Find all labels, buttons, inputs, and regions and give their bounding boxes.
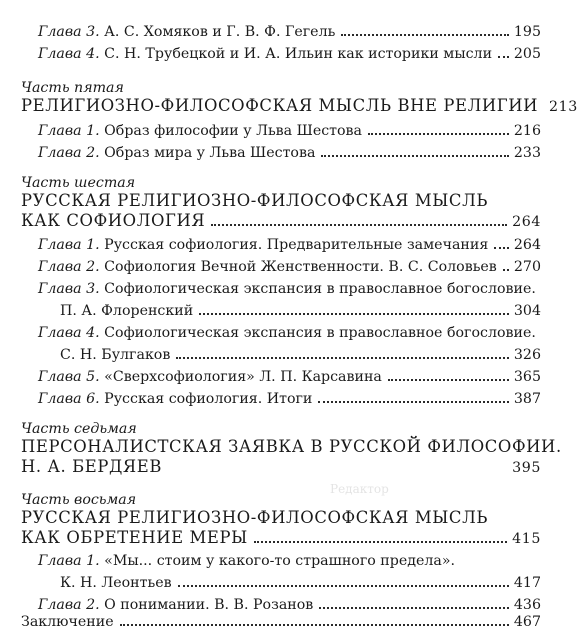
entry-text: Глава 6. Русская софиология. Итоги [38, 391, 313, 407]
toc-entry-ch4-line1: Глава 4. Софиологическая экспансия в православное богословие. [38, 325, 536, 341]
page-number: 270 [513, 259, 541, 275]
entry-text: Глава 2. Софиология Вечной Женственности. В. С. Соловьев [38, 259, 497, 275]
bleed-through-text: Редактор [330, 482, 389, 496]
part-label-6: Часть шестая [21, 175, 136, 191]
part-heading-8-line2[interactable] [21, 527, 541, 549]
dot-leader [341, 33, 509, 36]
dot-leader [199, 312, 509, 315]
toc-entry-shestov-philosophy[interactable] [38, 120, 541, 142]
page-number: 264 [513, 237, 541, 253]
toc-entry-leontiev-line1: Глава 1. «Мы... стоим у какого-то страшного предела». [38, 553, 456, 569]
entry-text: Глава 2. Образ мира у Льва Шестова [38, 145, 316, 161]
toc-entry-conclusion[interactable] [21, 611, 541, 633]
toc-entry-karsavin[interactable] [38, 366, 541, 388]
part-label-8: Часть восьмая [21, 492, 137, 508]
part-heading-6-line2[interactable] [21, 210, 541, 232]
toc-entry-sophiology-results[interactable] [38, 388, 541, 410]
dot-leader [254, 540, 507, 543]
toc-entry-shestov-world[interactable] [38, 142, 541, 164]
heading-text: РЕЛИГИОЗНО-ФИЛОСОФСКАЯ МЫСЛЬ ВНЕ РЕЛИГИИ [21, 96, 539, 115]
page-number: 387 [513, 391, 541, 407]
part-heading-7-line1: ПЕРСОНАЛИСТСКАЯ ЗАЯВКА В РУССКОЙ ФИЛОСОФИИ. [21, 437, 562, 456]
part-label-5: Часть пятая [21, 80, 124, 96]
toc-entry-leontiev[interactable] [60, 572, 541, 594]
dot-leader [388, 378, 509, 381]
page-number: 304 [513, 303, 541, 319]
entry-text: Глава 1. Русская софиология. Предварительные замечания [38, 237, 489, 253]
entry-text: Заключение [21, 614, 114, 630]
dot-leader [368, 132, 509, 135]
entry-text: К. Н. Леонтьев [60, 575, 172, 591]
page-number: 415 [512, 531, 541, 547]
page-number: 395 [512, 460, 541, 476]
heading-text: КАК ОБРЕТЕНИЕ МЕРЫ [21, 528, 248, 547]
page-number: 213 [549, 99, 578, 115]
page-number: 216 [513, 123, 541, 139]
dot-leader [120, 623, 509, 626]
dot-leader [178, 584, 509, 587]
entry-text: П. А. Флоренский [60, 303, 194, 319]
entry-text: Глава 5. «Сверхсофиология» Л. П. Карсавина [38, 369, 382, 385]
part-heading-7-line2[interactable] [21, 456, 541, 478]
heading-text: КАК СОФИОЛОГИЯ [21, 211, 206, 230]
part-heading-8-line1: РУССКАЯ РЕЛИГИОЗНО-ФИЛОСОФСКАЯ МЫСЛЬ [21, 508, 488, 527]
entry-text: Глава 2. О понимании. В. В. Розанов [38, 597, 314, 613]
page-number: 264 [512, 214, 541, 230]
toc-entry-sophiology-intro[interactable] [38, 234, 541, 256]
page-number: 365 [513, 369, 541, 385]
toc-entry-solovyov[interactable] [38, 256, 541, 278]
page-number: 417 [513, 575, 541, 591]
entry-text: Глава 4. С. Н. Трубецкой и И. А. Ильин как историки мысли [38, 46, 493, 62]
page-number: 233 [513, 145, 541, 161]
entry-text: С. Н. Булгаков [60, 347, 171, 363]
dot-leader [503, 268, 509, 271]
dot-leader [176, 356, 509, 359]
dot-leader [494, 246, 509, 249]
page-number: 205 [513, 46, 541, 62]
toc-entry-ch3-line1: Глава 3. Софиологическая экспансия в православное богословие. [38, 281, 536, 297]
entry-text: Глава 3. А. С. Хомяков и Г. В. Ф. Гегель [38, 24, 336, 40]
toc-entry-ch3-homyakov[interactable] [38, 21, 541, 43]
part-heading-6-line1: РУССКАЯ РЕЛИГИОЗНО-ФИЛОСОФСКАЯ МЫСЛЬ [21, 191, 488, 210]
toc-entry-ch4-trubetskoy[interactable] [38, 43, 541, 65]
toc-entry-bulgakov[interactable] [60, 344, 541, 366]
page-number: 467 [513, 614, 541, 630]
page-number: 326 [513, 347, 541, 363]
dot-leader [211, 223, 507, 226]
dot-leader [319, 606, 509, 609]
part-label-7: Часть седьмая [21, 421, 137, 437]
entry-text: Глава 1. Образ философии у Льва Шестова [38, 123, 363, 139]
dot-leader [498, 55, 509, 58]
dot-leader [321, 154, 508, 157]
page-number: 436 [513, 597, 541, 613]
heading-text: Н. А. БЕРДЯЕВ [21, 457, 162, 476]
page-number: 195 [513, 24, 541, 40]
dot-leader [318, 400, 509, 403]
part-heading-5[interactable] [21, 95, 578, 117]
toc-entry-florensky[interactable] [60, 300, 541, 322]
